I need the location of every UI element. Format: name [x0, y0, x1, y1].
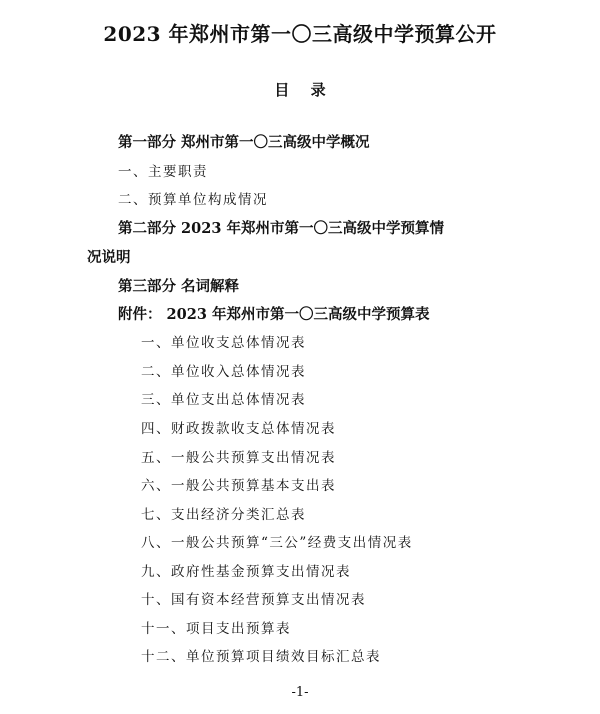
- toc-part-1-item: 二、预算单位构成情况: [118, 192, 268, 208]
- toc-appendix: 附件： 2023 年郑州市第一〇三高级中学预算表: [118, 306, 430, 323]
- toc-appendix-item: 六、一般公共预算基本支出表: [141, 478, 336, 494]
- toc-heading: 目 录: [274, 81, 334, 99]
- document-title: 2023 年郑州市第一〇三高级中学预算公开: [103, 22, 497, 46]
- toc-appendix-item: 五、一般公共预算支出情况表: [141, 450, 336, 466]
- toc-part-1: 第一部分 郑州市第一〇三高级中学概况: [118, 134, 370, 151]
- toc-appendix-item: 三、单位支出总体情况表: [141, 392, 306, 408]
- toc-appendix-item: 八、一般公共预算“三公”经费支出情况表: [141, 535, 413, 551]
- toc-appendix-item: 一、单位收支总体情况表: [141, 335, 306, 351]
- toc-appendix-item: 十一、项目支出预算表: [141, 621, 291, 637]
- toc-appendix-item: 十、国有资本经营预算支出情况表: [141, 592, 366, 608]
- toc-appendix-item: 十二、单位预算项目绩效目标汇总表: [141, 649, 381, 665]
- page-number: -1-: [291, 685, 309, 700]
- toc-appendix-item: 二、单位收入总体情况表: [141, 364, 306, 380]
- toc-appendix-item: 四、财政拨款收支总体情况表: [141, 421, 336, 437]
- toc-part-3: 第三部分 名词解释: [118, 278, 240, 295]
- toc-part-1-item: 一、主要职责: [118, 164, 208, 180]
- toc-appendix-item: 九、政府性基金预算支出情况表: [141, 564, 351, 580]
- toc-appendix-item: 七、支出经济分类汇总表: [141, 507, 306, 523]
- toc-part-2: 第二部分 2023 年郑州市第一〇三高级中学预算情: [118, 220, 444, 237]
- toc-part-2-continued: 况说明: [87, 249, 131, 266]
